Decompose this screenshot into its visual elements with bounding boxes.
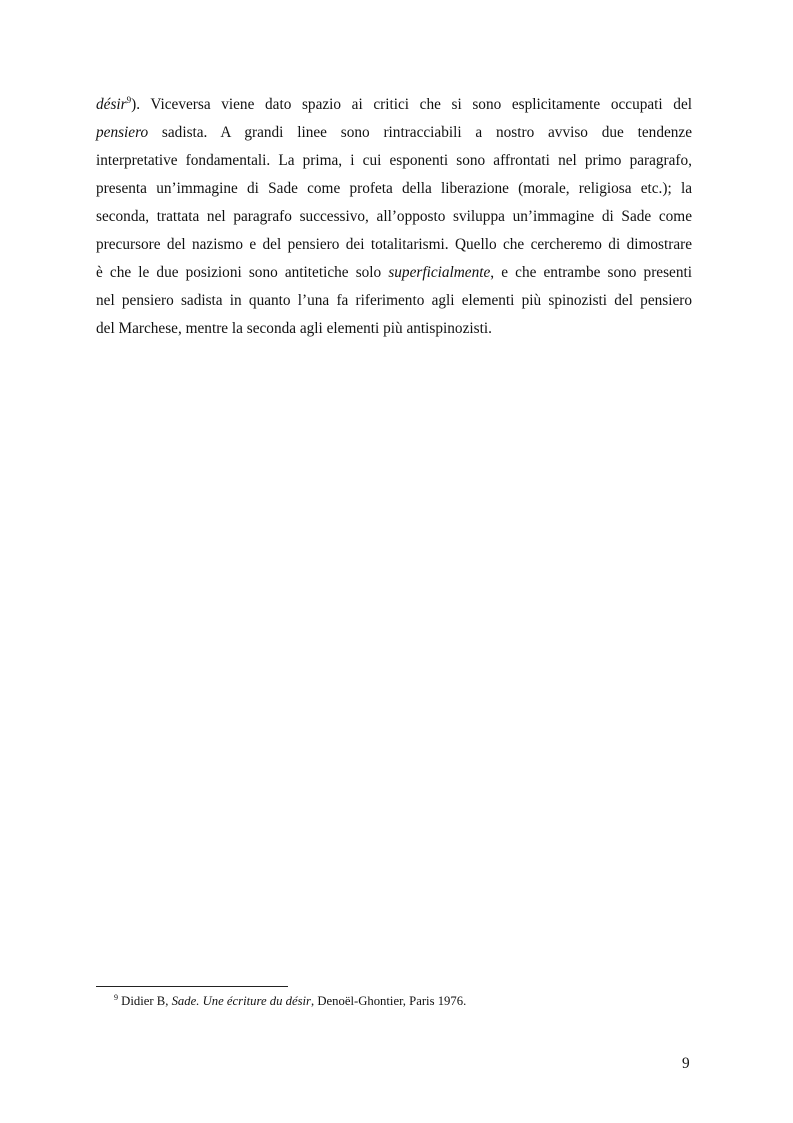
line-7-text-after: , e che entrambe sono presenti	[490, 264, 692, 281]
italic-term-superficialmente: superficialmente	[388, 264, 491, 281]
text-line-5: seconda, trattata nel paragrafo successivo, all’opposto sviluppa un’immagine di Sade come	[96, 208, 692, 225]
text-line-6: precursore del nazismo e del pensiero dei totalitarismi. Quello che cercheremo di dimostrare	[96, 236, 692, 253]
text-line-8: nel pensiero sadista in quanto l’una fa riferimento agli elementi più spinozisti del pensiero	[96, 292, 692, 309]
line-1-text: ). Viceversa viene dato spazio ai critici che si sono esplicitamente occupati del	[131, 96, 692, 113]
footnote-reference: 9	[126, 94, 132, 105]
text-line-3: interpretative fondamentali. La prima, i cui esponenti sono affrontati nel primo paragrafo,	[96, 152, 692, 169]
footnote-author: Didier B,	[118, 994, 172, 1008]
text-line-1	[96, 91, 692, 119]
line-7-text-before: è che le due posizioni sono antitetiche solo	[96, 264, 389, 281]
footnote-publisher: , Denoël-Ghontier, Paris 1976.	[311, 994, 467, 1008]
footnote-title: Sade. Une écriture du désir	[171, 994, 311, 1008]
footnote	[114, 993, 466, 1009]
page-number: 9	[682, 1055, 690, 1072]
footnote-number: 9	[114, 992, 118, 1002]
italic-term-pensiero: pensiero	[96, 124, 149, 141]
text-line-4: presenta un’immagine di Sade come profeta della liberazione (morale, religiosa etc.); la	[96, 180, 692, 197]
body-paragraph	[96, 91, 692, 343]
text-line-9: del Marchese, mentre la seconda agli elementi più antispinozisti.	[96, 320, 492, 337]
line-2-text: sadista. A grandi linee sono rintracciabili a nostro avviso due tendenze	[148, 124, 692, 141]
italic-term-desir: désir	[96, 96, 127, 113]
text-line-7	[96, 259, 692, 287]
text-line-2	[96, 119, 692, 147]
footnote-separator	[96, 986, 288, 987]
